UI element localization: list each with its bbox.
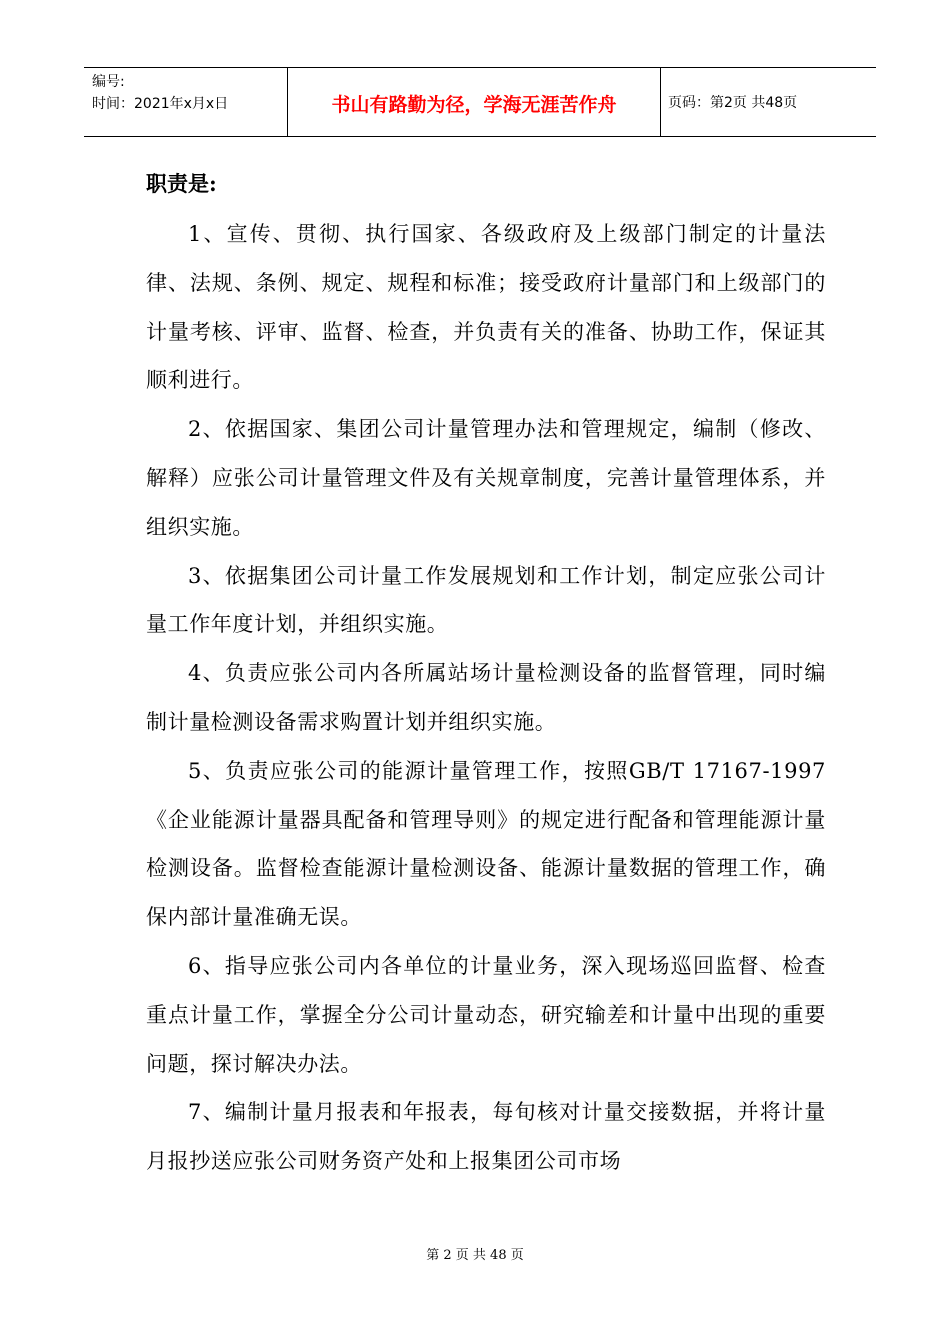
- document-time-label: 时间：2021年x月x日: [92, 96, 229, 112]
- header-motto: 书山有路勤为径，学海无涯苦作舟: [331, 94, 617, 116]
- paragraph-3: 3、依据集团公司计量工作发展规划和工作计划，制定应张公司计量工作年度计划，并组织实施。: [146, 563, 826, 637]
- header-meta: [92, 71, 288, 115]
- paragraph-5: 5、负责应张公司的能源计量管理工作，按照GB/T 17167-1997《企业能源计量器具配备和管理导则》的规定进行配备和管理能源计量检测设备。监督检查能源计量检测设备、能源计量数据的管理工作，确保内部计量准确无误。: [146, 758, 826, 930]
- paragraph-4: 4、负责应张公司内各所属站场计量检测设备的监督管理，同时编制计量检测设备需求购置计划并组织实施。: [146, 661, 826, 734]
- header-divider: [660, 68, 661, 136]
- section-heading: 职责是:: [146, 171, 217, 196]
- header-page-number: 页码：第2页 共48页: [668, 95, 798, 111]
- paragraph-1: 1、宣传、贯彻、执行国家、各级政府及上级部门制定的计量法律、法规、条例、规定、规程和标准；接受政府计量部门和上级部门的计量考核、评审、监督、检查，并负责有关的准备、协助工作，保证其顺利进行。: [146, 222, 826, 393]
- paragraph-6: 6、指导应张公司内各单位的计量业务，深入现场巡回监督、检查重点计量工作，掌握全分公司计量动态，研究输差和计量中出现的重要问题，探讨解决办法。: [146, 953, 826, 1076]
- page-footer: 第 2 页 共 48 页: [426, 1248, 524, 1263]
- paragraph-7: 7、编制计量月报表和年报表，每旬核对计量交接数据，并将计量月报抄送应张公司财务资产处和上报集团公司市场: [146, 1100, 826, 1174]
- document-body: [146, 162, 826, 1186]
- page-header: [84, 67, 876, 137]
- paragraph-2: 2、依据国家、集团公司计量管理办法和管理规定，编制（修改、解释）应张公司计量管理文件及有关规章制度，完善计量管理体系，并组织实施。: [146, 417, 826, 539]
- document-number-label: 编号:: [92, 74, 125, 90]
- header-divider: [287, 68, 288, 136]
